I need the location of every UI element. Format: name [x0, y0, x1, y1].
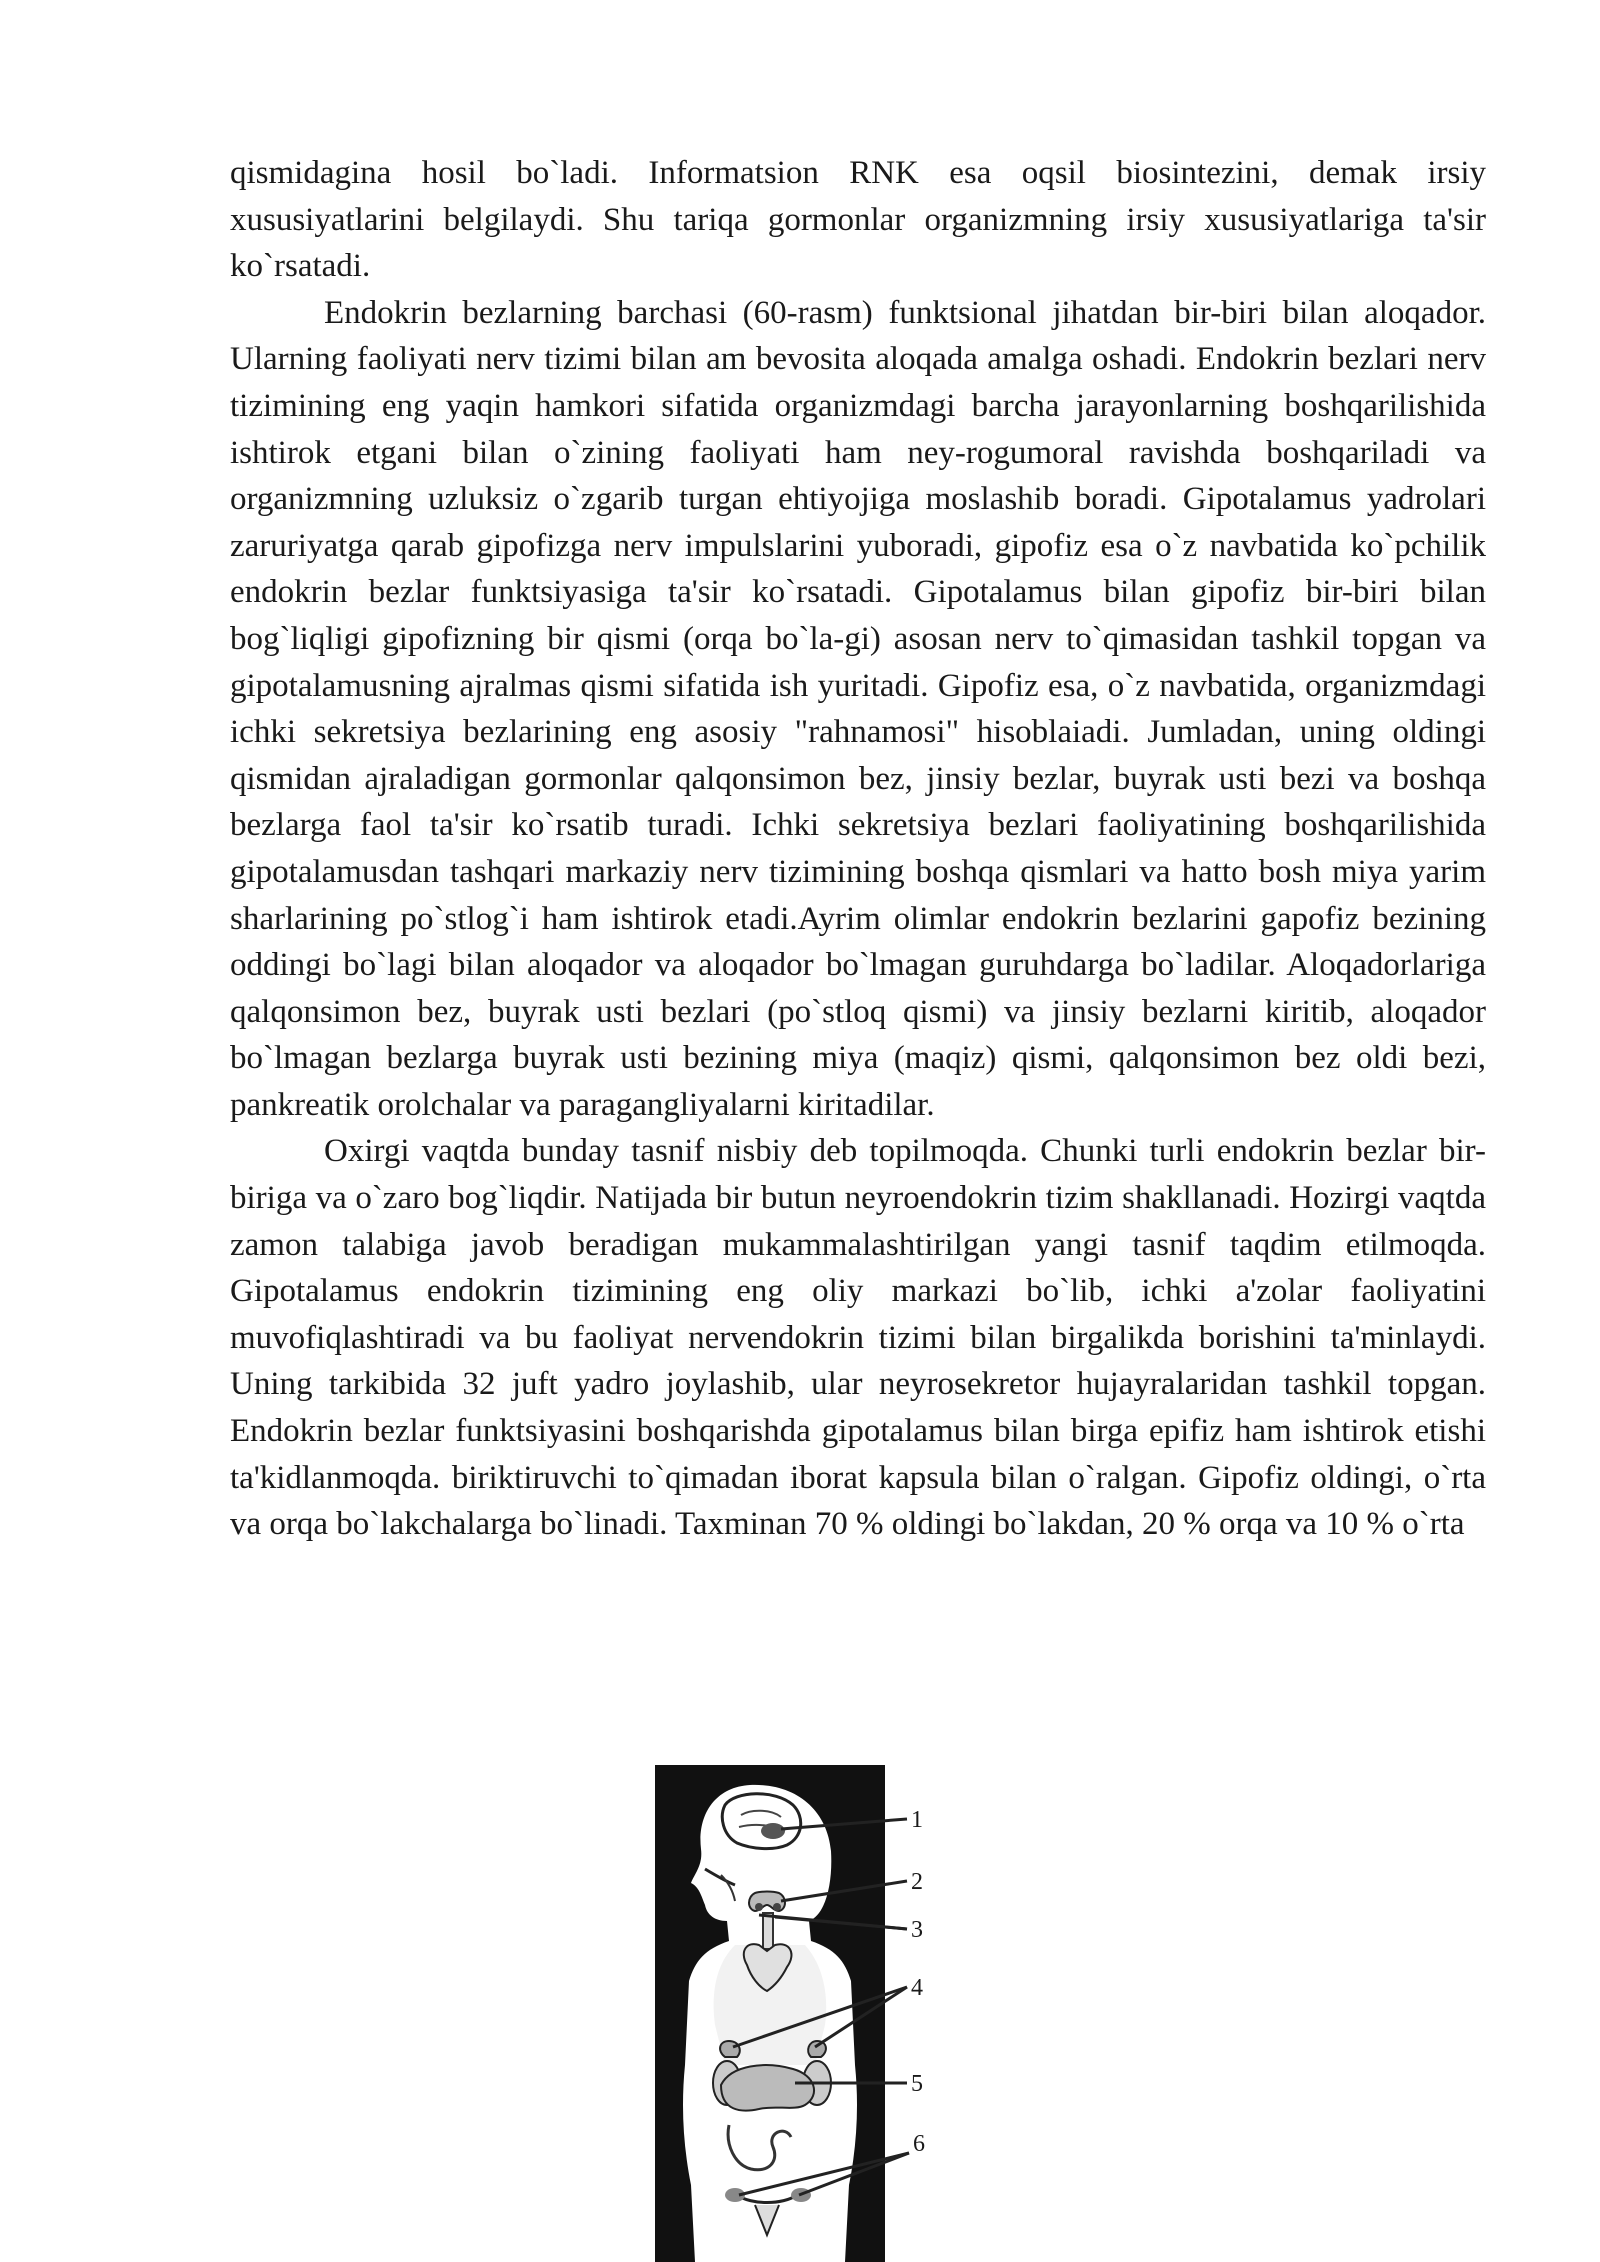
figure-label-1: 1 [911, 1807, 923, 1833]
figure-label-4: 4 [911, 1975, 923, 2001]
figure-label-3: 3 [911, 1917, 923, 1943]
endocrine-body-icon [655, 1765, 965, 2262]
figure-label-2: 2 [911, 1869, 923, 1895]
figure-label-6: 6 [913, 2131, 925, 2157]
paragraph-1: qismidagina hosil bo`ladi. Informatsion RNK esa oqsil biosintezini, demak irsiy xususiyatlarini belgilaydi. Shu tariqa gormonlar organizmning irsiy xususiyatlariga ta'sir ko`rsatadi. [230, 155, 1486, 285]
figure-label-5: 5 [911, 2071, 923, 2097]
paragraph-3: Oxirgi vaqtda bunday tasnif nisbiy deb topilmoqda. Chunki turli endokrin bezlar bir-biriga va o`zaro bog`liqdir. Natijada bir butun neyroendokrin tizim shakllanadi. Hozirgi vaqtda zamon talabiga javob beradigan mukammalashtirilgan yangi tasnif taqdim etilmoqda. Gipotalamus endokrin tizimining eng oliy markazi bo`lib, ichki a'zolar faoliyatini muvofiqlashtiradi va bu faoliyat nervendokrin tizimi bilan birgalikda borishini ta'minlaydi. Uning tarkibida 32 juft yadro joylashib, ular neyrosekretor hujayralaridan tashkil topgan. Endokrin bezlar funktsiyasini boshqarishda gipotalamus bilan birga epifiz ham ishtirok etishi ta'kidlanmoqda. biriktiruvchi to`qimadan iborat kapsula bilan o`ralgan. Gipofiz oldingi, o`rta va orqa bo`lakchalarga bo`linadi. Taxminan 70 % oldingi bo`lakdan, 20 % orqa va 10 % o`rta [230, 1133, 1486, 1543]
endocrine-glands-figure [655, 1765, 965, 2262]
document-body [230, 150, 1486, 1548]
paragraph-2: Endokrin bezlarning barchasi (60-rasm) funktsional jihatdan bir-biri bilan aloqador. Ularning faoliyati nerv tizimi bilan am bevosita aloqada amalga oshadi. Endokrin bezlari nerv tizimining eng yaqin hamkori sifatida organizmdagi barcha jarayonlarning boshqarilishida ishtirok etgani bilan o`zining faoliyati ham ney-rogumoral ravishda boshqariladi va organizmning uzluksiz o`zgarib turgan ehtiyojiga moslashib boradi. Gipotalamus yadrolari zaruriyatga qarab gipofizga nerv impulslarini yuboradi, gipofiz esa o`z navbatida ko`pchilik endokrin bezlar funktsiyasiga ta'sir ko`rsatadi. Gipotalamus bilan gipofiz bir-biri bilan bog`liqligi gipofizning bir qismi (orqa bo`la-gi) asosan nerv to`qimasidan tashkil topgan va gipotalamusning ajralmas qismi sifatida ish yuritadi. Gipofiz esa, o`z navbatida, organizmdagi ichki sekretsiya bezlarining eng asosiy "rahnamosi" hisoblaiadi. Jumladan, uning oldingi qismidan ajraladigan gormonlar qalqonsimon bez, jinsiy bezlar, buyrak usti bezi va boshqa bezlarga faol ta'sir ko`rsatib turadi. Ichki sekretsiya bezlari faoliyatining boshqarilishida gipotalamusdan tashqari markaziy nerv tizimining boshqa qismlari va hatto bosh miya yarim sharlarining po`stlog`i ham ishtirok etadi.Ayrim olimlar endokrin bezlarini gapofiz bezining oddingi bo`lagi bilan aloqador va aloqador bo`lmagan guruhdarga bo`ladilar. Aloqadorlariga qalqonsimon bez, buyrak usti bezlari (po`stloq qismi) va jinsiy bezlarni kiritib, aloqador bo`lmagan bezlarga buyrak usti bezining miya (maqiz) qismi, qalqonsimon bez oldi bezi, pankreatik orolchalar va paragangliyalarni kiritadilar. [230, 294, 1486, 1123]
